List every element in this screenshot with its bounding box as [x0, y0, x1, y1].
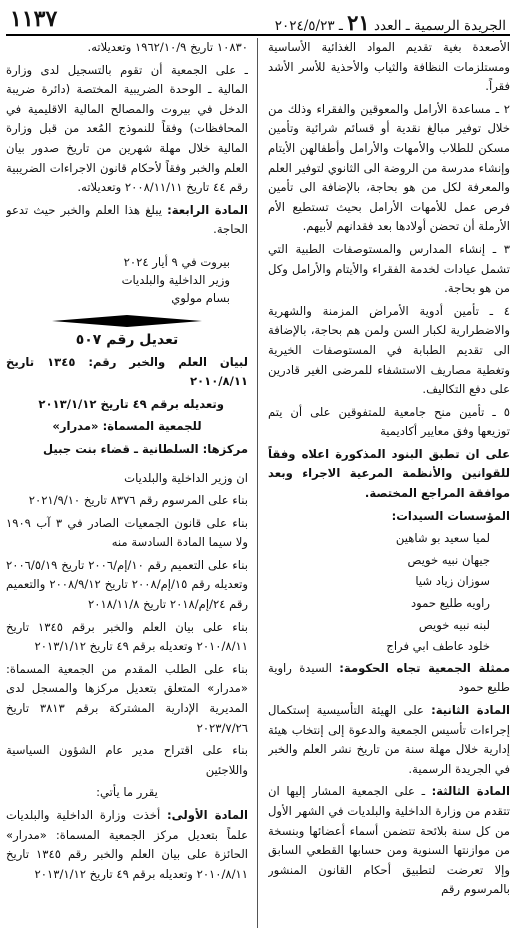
- signature-name: بسام مولوي: [171, 290, 230, 305]
- conditions-paragraph: على ان تطبق البنود المذكورة اعلاه وفقاً للقوانين والأنظمة المرعية الاجراء وبعد موافقة المراجع المختصة.: [268, 446, 510, 501]
- paragraph: بناء على اقتراح مدير عام الشؤون السياسية واللاجئين: [6, 743, 248, 777]
- paragraph: بناء على الطلب المقدم من الجمعية المسماة: «مدرار» المتعلق بتعديل مركزها والمسجل لدى المديرية الإدارية المشتركة برقم ٣٨١٣ تاريخ ٢٠٢٣/٧/٢٦: [6, 661, 248, 735]
- founders-list: [268, 529, 510, 657]
- section-separator: [6, 315, 248, 327]
- founder-name: سوزان زياد شيا: [415, 574, 490, 589]
- article-label: المادة الثالثة:: [431, 784, 510, 799]
- founder-name: جيهان نبيه خويص: [407, 552, 490, 567]
- paragraph: ١٠٨٣٠ تاريخ ١٩٦٢/١٠/٩ وتعديلاته.: [87, 40, 248, 54]
- signature-title: وزير الداخلية والبلديات: [121, 272, 230, 287]
- founders-label: المؤسسات السيدات:: [391, 508, 510, 523]
- paragraph: بناء على بيان العلم والخبر برقم ١٣٤٥ تاريخ ٢٠١٠/٨/١١ وتعديله برقم ٤٩ تاريخ ٢٠١٣/١/١٢: [6, 619, 248, 654]
- gov-rep-label: ممثلة الجمعية تجاه الحكومة:: [339, 660, 510, 675]
- gazette-issue-line: [275, 10, 506, 35]
- left-column: [6, 38, 248, 928]
- article-2: [268, 701, 510, 779]
- paragraph: ٤ ـ تأمين أدوية الأمراض المزمنة والشهرية والاضطرارية لكبار السن ولمن هم بحاجة، بالإضافة الى تقديم الطبابة في المستوصفات الخيرية وتغطية مصاريف الاستشفاء للمرضى الغير قادرين على دفع التكاليف.: [268, 303, 510, 397]
- article-text: يبلغ هذا العلم والخبر حيث تدعو الحاجة.: [6, 202, 248, 237]
- issue-date: ـ ٢٠٢٤/٥/٢٣: [274, 18, 343, 34]
- decision-line: يقرر ما يأتي:: [96, 785, 158, 800]
- column-divider: [257, 38, 258, 928]
- article-text: أخذت وزارة الداخلية والبلديات علماً بتعديل مركز الجمعية المسماة: «مدرار» الحائزة على بيان العلم والخبر رقم ١٣٤٥ تاريخ ٢٠١٠/٨/١١ وتعديله برقم ٤٩ تاريخ ٢٠١٣/١/١٢: [6, 808, 248, 881]
- page-header: [6, 2, 510, 36]
- founder-name: لميا سعيد بو شاهين: [395, 531, 490, 546]
- gov-representative: [268, 659, 510, 698]
- paragraph: ٥ ـ تأمين منح جامعية للمتفوقين على أن يتم توزيعها وفق معايير أكاديمية: [268, 404, 510, 439]
- paragraph: بناء على قانون الجمعيات الصادر في ٣ آب ١٩٠٩ ولا سيما المادة السادسة منه: [6, 515, 248, 550]
- article-text: ـ على الجمعية المشار إليها ان تتقدم من وزارة الداخلية والبلديات في الشهر الأول من كل سنة بلائحة تتضمن أسماء أعضائها وبنسخة من موازنتها السنوية ومن حسابها القطعي السابق وإلا تعرضت لتطبيق أحكام القانون المنشور بالمرسوم رقم: [268, 784, 510, 897]
- paragraph: ٣ ـ إنشاء المدارس والمستوصفات الطبية التي تشمل عيادات لخدمة الفقراء والأيتام والأرامل وكل من هو بحاجة.: [268, 241, 510, 296]
- notice-subtitle: لبيان العلم والخبر رقم: ١٣٤٥ تاريخ ٢٠١٠/٨/١١: [6, 354, 248, 389]
- signature-place-date: بيروت في ٩ أيار ٢٠٢٤: [123, 254, 230, 269]
- gov-rep-value: السيدة راوية طليع حمود: [268, 660, 510, 695]
- article-label: المادة الرابعة:: [167, 202, 248, 217]
- notice-subtitle: وتعديله برقم ٤٩ تاريخ ٢٠١٣/١/١٢: [38, 396, 224, 411]
- notice-subtitle: مركزها: السلطانية ـ قضاء بنت جبيل: [43, 441, 248, 456]
- page-number: ١١٣٧: [10, 6, 58, 32]
- paragraph: ٢ ـ مساعدة الأرامل والمعوقين والفقراء وذلك من خلال توفير مبالغ نقدية أو قسائم شرائية وتأمين مسكن للطلاب والأمهات والأرامل وأطفالهن الأيتام وإنشاء مدرسة من الروضة الى الثانوي لتوفير العلم والمعرفة لكل من هو بحاجة، بالإضافة الى تأمين فرص عمل للأمهات الأرامل بحيث تستطيع الأم الأرملة أن تحضن أولادها بعد فقدانهم لأبيهم.: [268, 101, 510, 234]
- article-text: على الهيئة التأسيسية إستكمال إجراءات تأسيس الجمعية والدعوة إلى إنتخاب هيئة إدارية خلال مهلة سنة من تاريخ نشر العلم والخبر في الجريدة الرسمية.: [268, 703, 510, 776]
- gazette-name: الجريدة الرسمية ـ العدد: [374, 18, 506, 34]
- notice-title: تعديل رقم ٥٠٧: [75, 331, 179, 348]
- article-label: المادة الثانية:: [431, 703, 510, 717]
- article-1: [6, 806, 248, 884]
- paragraph: بناء على المرسوم رقم ٨٣٧٦ تاريخ ٢٠٢١/٩/١٠: [28, 493, 248, 508]
- paragraph: ـ على الجمعية أن تقوم بالتسجيل لدى وزارة المالية ـ الوحدة الضريبية المختصة (دائرة ضريبة الدخل في بيروت والمصالح المالية الاقليمية في المحافظات) وفقاً للنموذج المُعد من قبل وزارة المالية خلال مهلة شهرين من تاريخ صدور بيان العلم والخبر وفقاً لأحكام قانون الاجراءات الضريبية رقم ٤٤ تاريخ ٢٠٠٨/١١/١١ وتعديلاته.: [6, 62, 248, 195]
- article-4: [6, 201, 248, 240]
- article-3: [268, 782, 510, 900]
- separator-ornament: [52, 315, 202, 327]
- founder-name: خلود عاطف ابي فراج: [386, 639, 490, 654]
- founder-name: راويه طليع حمود: [411, 596, 490, 611]
- issue-number: ٢١: [347, 10, 370, 35]
- notice-subtitle: للجمعية المسماة: «مدرار»: [52, 419, 202, 434]
- paragraph: الأصعدة بغية تقديم المواد الغذائية الأساسية ومستلزمات النظافة والثياب والأحذية للأسر الأشد فقراً.: [268, 40, 510, 94]
- paragraph: ان وزير الداخلية والبلديات: [124, 470, 248, 485]
- right-column: [268, 38, 510, 928]
- article-label: المادة الأولى:: [167, 808, 248, 822]
- founder-name: لبنه نبيه خويص: [418, 617, 490, 632]
- paragraph: بناء على التعميم رقم ١٠/إم/٢٠٠٦ تاريخ ٢٠٠٦/٥/١٩ وتعديله رقم ١٥/إم/٢٠٠٨ تاريخ ٢٠٠٨/٩/١٢ والتعميم رقم ٢٤/إم/٢٠١٨ تاريخ ٢٠١٨/١١/٨: [6, 557, 248, 612]
